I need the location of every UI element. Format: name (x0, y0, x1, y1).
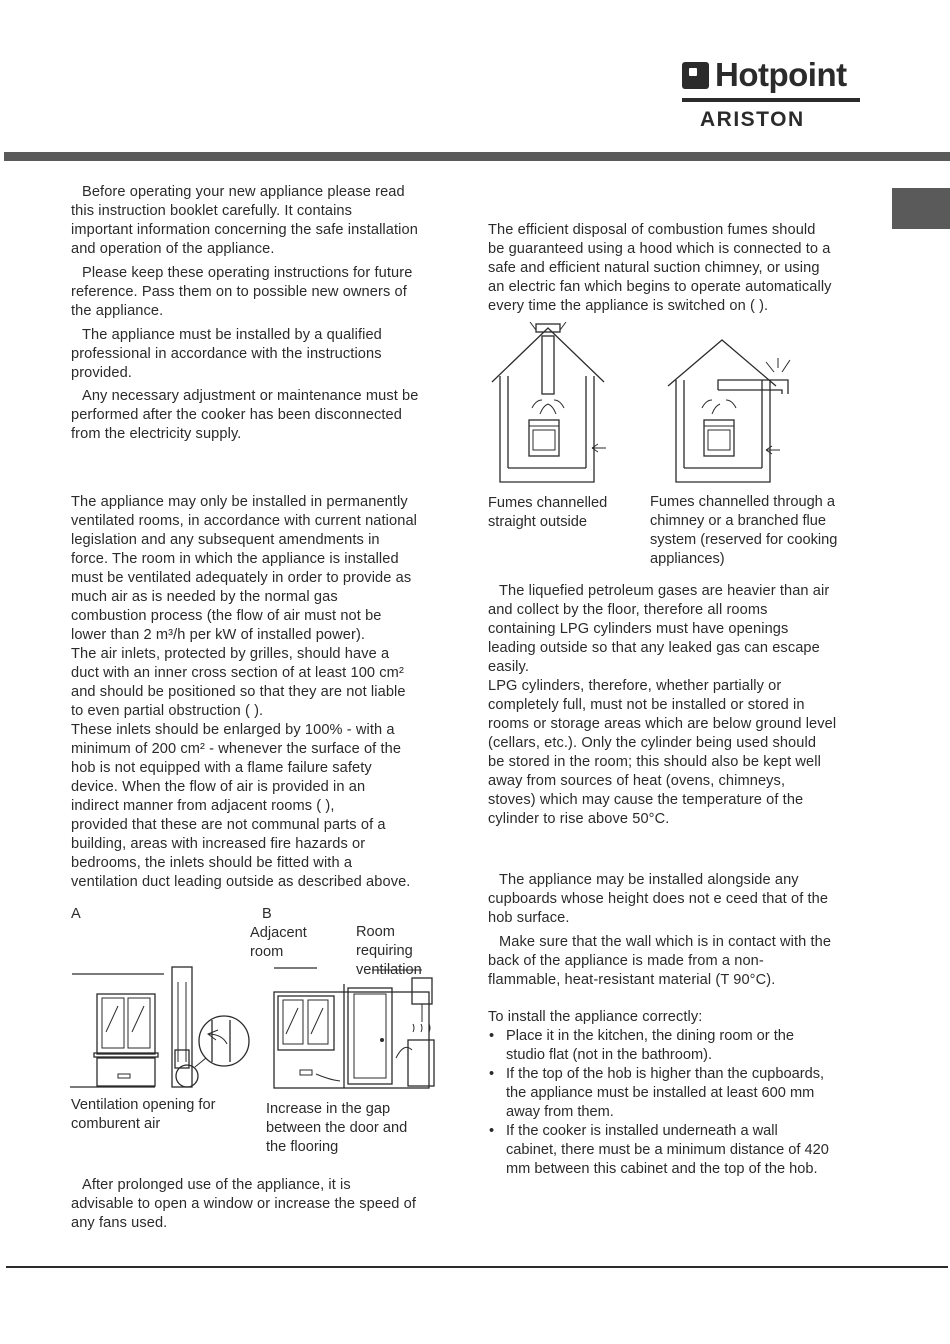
installation-bullet-list (488, 1027, 868, 1179)
lpg-cylinders-paragraph: The liquefied petroleum gases are heavier than air and collect by the floor, therefore all rooms containing LPG cylinders must have openings leading outside so that any leaked gas can escape easily. LPG cylinders, therefore, whether partially or completely full, must not be installed or stored in rooms or storage areas which are below ground level (cellars, etc.). Only the cylinder being used should be stored in the room; this should also be kept well away from sources of heat (ovens, chimneys, stoves) which may cause the temperature of the cylinder to rise above 50°C. (488, 583, 837, 827)
bullet-icon: • (489, 1028, 495, 1044)
install-intro: To install the appliance correctly: (488, 1009, 703, 1025)
figure-label-a: A (71, 906, 81, 922)
hotpoint-ariston-logo (680, 56, 862, 134)
list-item: • If the cooker is installed underneath a wall cabinet, there must be a minimum distance of 420 mm between this cabinet and the top of the hob. (489, 1123, 829, 1177)
bullet-icon: • (489, 1066, 495, 1082)
intro-paragraph-3: The appliance must be installed by a qualified professional in accordance with the instructions provided. (71, 327, 382, 381)
header-bar (4, 152, 950, 161)
list-item: • Place it in the kitchen, the dining room or the studio flat (not in the bathroom). (489, 1028, 794, 1063)
footer-rule (6, 1266, 948, 1268)
brand-mark-icon (682, 62, 709, 89)
room-ventilation-paragraph: The appliance may only be installed in permanently ventilated rooms, in accordance with current national legislation and any subsequent amendments in force. The room in which the appliance is installed must be ventilated adequately in order to provide as much air as is needed by the normal gas combustion process (the flow of air must not be lower than 2 m³/h per kW of installed power). The air inlets, protected by grilles, should have a duct with an inner cross section of at least 100 cm² and should be positioned so that they are not liable to even partial obstruction ( ). These inlets should be enlarged by 100% - with a minimum of 200 cm² - whenever the surface of the hob is not equipped with a flame failure safety device. When the flow of air is provided in an indirect manner from adjacent rooms ( ), provided that these are not communal parts of a building, areas with increased fire hazards or bedrooms, the inlets should be fitted with a ventilation duct leading outside as described above. (71, 494, 418, 890)
caption-fumes-chimney: Fumes channelled through a chimney or a branched flue system (reserved for cooking appliances) (650, 494, 838, 567)
bullet-icon: • (489, 1123, 495, 1139)
adjacent-room-vent-diagram (272, 962, 447, 1092)
logo-divider (682, 98, 860, 102)
list-item: • If the top of the hob is higher than the cupboards, the appliance must be installed at least 600 mm away from them. (489, 1066, 825, 1120)
intro-paragraph-4: Any necessary adjustment or maintenance must be performed after the cooker has been disconnected from the electricity supply. (71, 388, 419, 442)
label-adjacent-room: Adjacent room (250, 925, 307, 960)
fumes-chimney-diagram (666, 338, 796, 488)
logo-sub-brand-text: ARISTON (700, 108, 805, 131)
section-tab-marker (892, 188, 950, 229)
intro-paragraph-2: Please keep these operating instructions for future reference. Pass them on to possible new owners of the appliance. (71, 265, 413, 319)
ventilation-opening-diagram (70, 962, 250, 1092)
prolonged-use-paragraph: After prolonged use of the appliance, it is advisable to open a window or increase the speed of any fans used. (71, 1177, 417, 1231)
positioning-paragraph-1: The appliance may be installed alongside any cupboards whose height does not e ceed that of the hob surface. (488, 872, 829, 926)
positioning-paragraph-2: Make sure that the wall which is in contact with the back of the appliance is made from a non- flammable, heat-resistant material (T 90°C). (488, 934, 832, 988)
caption-ventilation-opening: Ventilation opening for comburent air (71, 1097, 216, 1132)
intro-paragraph-1: Before operating your new appliance please read this instruction booklet carefully. It contains important information concerning the safe installation and operation of the appliance. (71, 184, 418, 257)
figure-label-b: B (262, 906, 272, 922)
label-room-requiring-ventilation: Room requiring ventilation (356, 924, 422, 978)
caption-fumes-straight: Fumes channelled straight outside (488, 495, 608, 530)
fumes-straight-outside-diagram (488, 318, 608, 486)
caption-door-gap: Increase in the gap between the door and the flooring (266, 1101, 408, 1155)
fumes-disposal-paragraph: The efficient disposal of combustion fumes should be guaranteed using a hood which is connected to a safe and efficient natural suction chimney, or using an electric fan which begins to operate automatically every time the appliance is switched on ( ). (488, 222, 832, 314)
logo-brand-text: Hotpoint (715, 56, 847, 93)
